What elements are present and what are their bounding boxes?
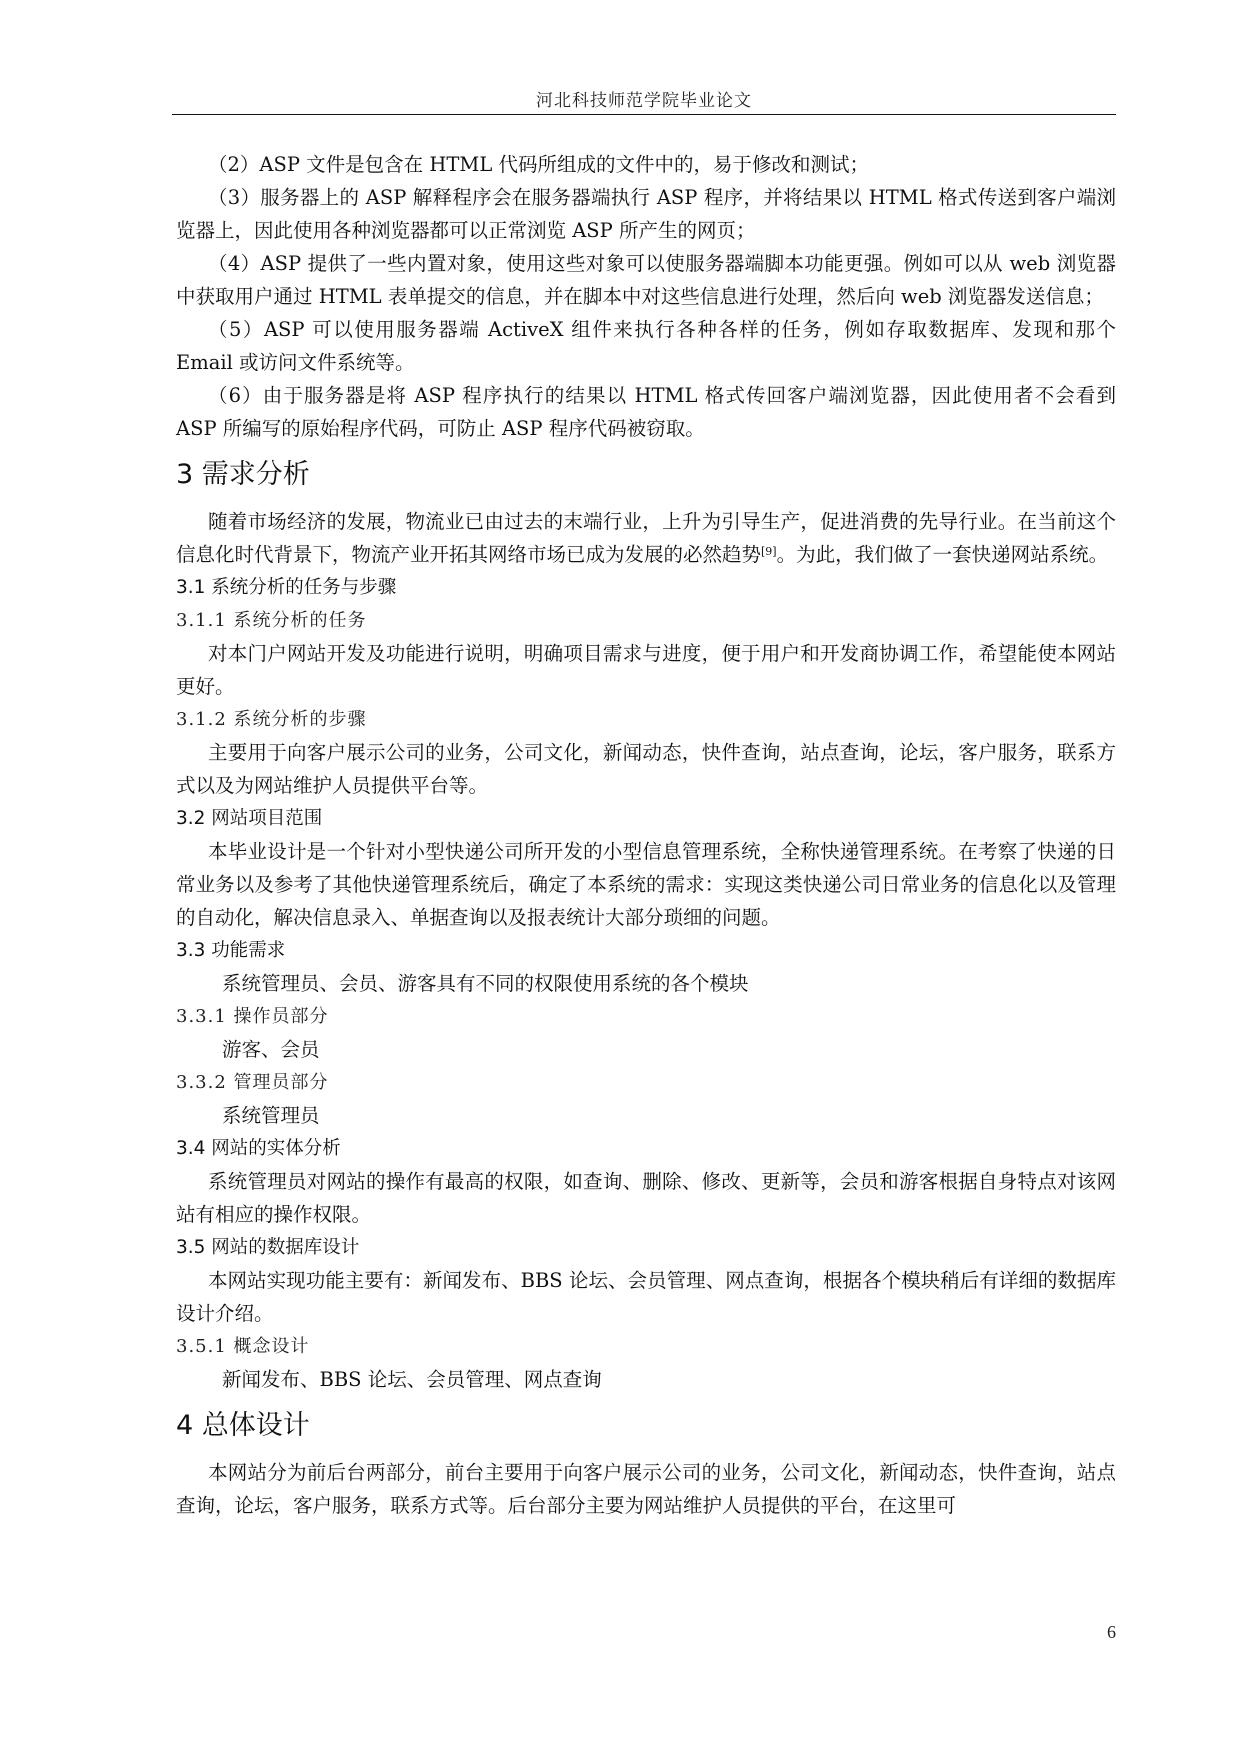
section-3-3-1-text: 游客、会员 xyxy=(222,1038,320,1061)
citation: [9] xyxy=(761,545,777,558)
section-3-1-heading: 3.1 系统分析的任务与步骤 xyxy=(176,577,397,598)
section-3-3-2-heading: 3.3.2 管理员部分 xyxy=(176,1072,329,1093)
list-item-6: （6）由于服务器是将 ASP 程序执行的结果以 HTML 格式传回客户端浏览器，因此使用者不会看到 ASP 所编写的原始程序代码，可防止 ASP 程序代码被窃取。 xyxy=(176,384,1116,440)
section-3-5-heading: 3.5 网站的数据库设计 xyxy=(176,1237,360,1258)
section-3-1-1-heading: 3.1.1 系统分析的任务 xyxy=(176,610,367,631)
section-3-5-1-text: 新闻发布、BBS 论坛、会员管理、网点查询 xyxy=(222,1368,602,1391)
section-3-5-1-heading: 3.5.1 概念设计 xyxy=(176,1336,310,1357)
list-item-2: （2）ASP 文件是包含在 HTML 代码所组成的文件中的，易于修改和测试； xyxy=(208,153,869,176)
section-3-1-1-text: 对本门户网站开发及功能进行说明，明确项目需求与进度，便于用户和开发商协调工作，希望能使本网站更好。 xyxy=(176,642,1116,698)
section-3-1-2-heading: 3.1.2 系统分析的步骤 xyxy=(176,709,367,730)
section-3-heading: 3 需求分析 xyxy=(176,459,310,490)
section-3-5-text: 本网站实现功能主要有：新闻发布、BBS 论坛、会员管理、网点查询，根据各个模块稍后有详细的数据库设计介绍。 xyxy=(176,1269,1116,1325)
section-3-3-1-heading: 3.3.1 操作员部分 xyxy=(176,1006,329,1027)
section-4-heading: 4 总体设计 xyxy=(176,1410,310,1441)
section-3-2-heading: 3.2 网站项目范围 xyxy=(176,808,323,829)
section-3-4-text: 系统管理员对网站的操作有最高的权限，如查询、删除、修改、更新等，会员和游客根据自身特点对该网站有相应的操作权限。 xyxy=(176,1170,1116,1226)
section-3-intro: 随着市场经济的发展，物流业已由过去的末端行业，上升为引导生产，促进消费的先导行业。在当前这个信息化时代背景下，物流产业开拓其网络市场已成为发展的必然趋势[9]。为此，我们做了一套快递网站系统。 xyxy=(176,510,1116,566)
section-3-3-heading: 3.3 功能需求 xyxy=(176,940,286,961)
section-4-text: 本网站分为前后台两部分，前台主要用于向客户展示公司的业务，公司文化，新闻动态，快件查询，站点查询，论坛，客户服务，联系方式等。后台部分主要为网站维护人员提供的平台，在这里可 xyxy=(176,1461,1116,1517)
page-number: 6 xyxy=(1107,1622,1116,1642)
list-item-4: （4）ASP 提供了一些内置对象，使用这些对象可以使服务器端脚本功能更强。例如可以从 web 浏览器中获取用户通过 HTML 表单提交的信息，并在脚本中对这些信息进行处理，然后向 web 浏览器发送信息； xyxy=(176,252,1116,308)
list-item-3: （3）服务器上的 ASP 解释程序会在服务器端执行 ASP 程序，并将结果以 HTML 格式传送到客户端浏览器上，因此使用各种浏览器都可以正常浏览 ASP 所产生的网页； xyxy=(176,186,1116,242)
section-3-3-text: 系统管理员、会员、游客具有不同的权限使用系统的各个模块 xyxy=(222,972,749,995)
section-3-2-text: 本毕业设计是一个针对小型快递公司所开发的小型信息管理系统，全称快递管理系统。在考察了快递的日常业务以及参考了其他快递管理系统后，确定了本系统的需求：实现这类快递公司日常业务的信息化以及管理的自动化，解决信息录入、单据查询以及报表统计大部分琐细的问题。 xyxy=(176,840,1116,929)
header-rule xyxy=(172,114,1116,115)
section-3-3-2-text: 系统管理员 xyxy=(222,1104,320,1127)
page-body xyxy=(176,148,1116,1522)
section-3-4-heading: 3.4 网站的实体分析 xyxy=(176,1138,341,1159)
section-3-1-2-text: 主要用于向客户展示公司的业务，公司文化，新闻动态，快件查询，站点查询，论坛，客户服务，联系方式以及为网站维护人员提供平台等。 xyxy=(176,741,1116,797)
running-header: 河北科技师范学院毕业论文 xyxy=(536,91,752,111)
list-item-5: （5）ASP 可以使用服务器端 ActiveX 组件来执行各种各样的任务，例如存取数据库、发现和那个 Email 或访问文件系统等。 xyxy=(176,318,1116,374)
